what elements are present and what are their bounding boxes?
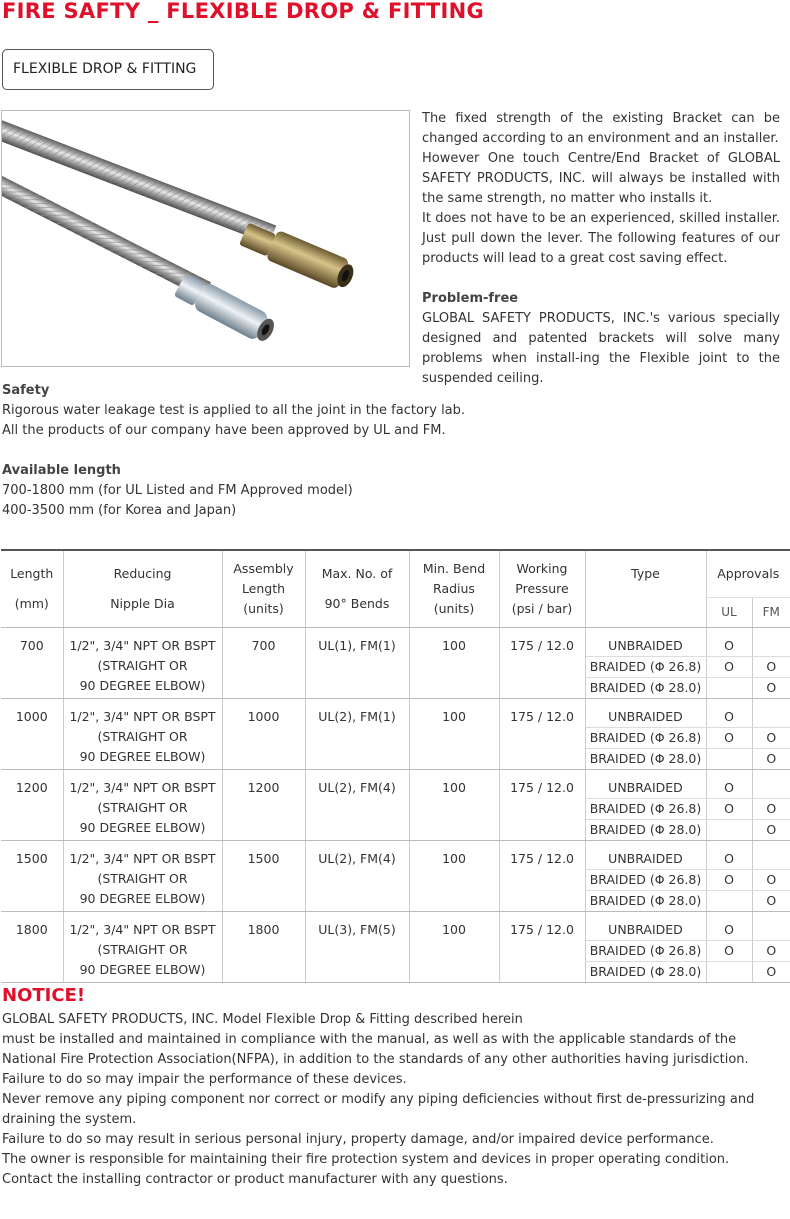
cell-approval-fm: O: [752, 798, 790, 819]
cell-min-bend-radius: 100: [409, 627, 499, 698]
available-length-section: [2, 461, 353, 521]
problem-free-text: GLOBAL SAFETY PRODUCTS, INC.'s various specially designed and patented brackets will solve many problems when install-ing the Flexible joint to the suspended ceiling.: [422, 311, 780, 386]
cell-approval-ul: O: [706, 656, 752, 677]
product-description: [422, 109, 780, 389]
notice-line: Failure to do so may result in serious personal injury, property damage, and/or impaired device performance.: [2, 1132, 714, 1147]
safety-line-1: Rigorous water leakage test is applied to all the joint in the factory lab.: [2, 403, 466, 418]
cell-type: UNBRAIDED: [585, 627, 706, 656]
cell-type: BRAIDED (Φ 28.0): [585, 677, 706, 698]
notice-body: [2, 1010, 781, 1190]
header-min-bend-radius: Min. Bend Radius (units): [409, 550, 499, 627]
cell-max-bends: UL(2), FM(4): [305, 840, 409, 911]
cell-type: BRAIDED (Φ 26.8): [585, 798, 706, 819]
cell-min-bend-radius: 100: [409, 698, 499, 769]
problem-free-heading: Problem-free: [422, 291, 519, 306]
cell-type: BRAIDED (Φ 28.0): [585, 890, 706, 911]
cell-approval-ul: [706, 819, 752, 840]
cell-approval-fm: O: [752, 656, 790, 677]
cell-type: UNBRAIDED: [585, 698, 706, 727]
header-fm: FM: [752, 597, 790, 627]
safety-section: [2, 381, 465, 441]
notice-heading: NOTICE!: [2, 985, 86, 1006]
cell-approval-ul: O: [706, 911, 752, 940]
cell-approval-fm: O: [752, 819, 790, 840]
cell-type: BRAIDED (Φ 26.8): [585, 656, 706, 677]
cell-type: BRAIDED (Φ 26.8): [585, 940, 706, 961]
header-approvals: Approvals: [706, 550, 790, 597]
cell-assembly-length: 700: [222, 627, 305, 698]
cell-approval-fm: [752, 911, 790, 940]
cell-type: BRAIDED (Φ 28.0): [585, 961, 706, 982]
product-photo: [1, 110, 410, 367]
available-length-line-1: 700-1800 mm (for UL Listed and FM Approved model): [2, 483, 353, 498]
safety-line-2: All the products of our company have been approved by UL and FM.: [2, 423, 446, 438]
notice-line: Failure to do so may impair the performance of these devices.: [2, 1072, 407, 1087]
notice-line: must be installed and maintained in compliance with the manual, as well as with the applicable standards of the National Fire Protection Association(NFPA), in addition to the standards of any other authorities having jurisdiction.: [2, 1032, 749, 1067]
cell-working-pressure: 175 / 12.0: [499, 840, 585, 911]
cell-approval-ul: O: [706, 769, 752, 798]
notice-line: GLOBAL SAFETY PRODUCTS, INC. Model Flexible Drop & Fitting described herein: [2, 1012, 523, 1027]
cell-approval-fm: O: [752, 869, 790, 890]
cell-approval-ul: [706, 748, 752, 769]
header-ul: UL: [706, 597, 752, 627]
product-tab-button[interactable]: FLEXIBLE DROP & FITTING: [2, 49, 214, 90]
cell-approval-ul: [706, 677, 752, 698]
cell-approval-fm: [752, 698, 790, 727]
cell-length: 1800: [1, 911, 63, 982]
cell-approval-ul: O: [706, 798, 752, 819]
cell-nipple-dia: 1/2", 3/4" NPT OR BSPT (STRAIGHT OR 90 DEGREE ELBOW): [63, 911, 222, 982]
cell-nipple-dia: 1/2", 3/4" NPT OR BSPT (STRAIGHT OR 90 DEGREE ELBOW): [63, 769, 222, 840]
cell-type: UNBRAIDED: [585, 911, 706, 940]
cell-approval-fm: O: [752, 748, 790, 769]
cell-approval-ul: O: [706, 840, 752, 869]
cell-nipple-dia: 1/2", 3/4" NPT OR BSPT (STRAIGHT OR 90 DEGREE ELBOW): [63, 698, 222, 769]
cell-approval-ul: [706, 890, 752, 911]
cell-approval-ul: O: [706, 940, 752, 961]
table-row: [1, 911, 790, 940]
notice-line: Never remove any piping component nor correct or modify any piping deficiencies without first de-pressurizing and draining the system.: [2, 1092, 755, 1127]
header-length: Length (mm): [1, 550, 63, 627]
cell-approval-ul: O: [706, 869, 752, 890]
cell-approval-fm: [752, 769, 790, 798]
cell-min-bend-radius: 100: [409, 840, 499, 911]
notice-line: The owner is responsible for maintaining their fire protection system and devices in proper operating condition.: [2, 1152, 730, 1167]
cell-working-pressure: 175 / 12.0: [499, 911, 585, 982]
table-row: [1, 840, 790, 869]
cell-approval-fm: O: [752, 940, 790, 961]
page-title: FIRE SAFTY _ FLEXIBLE DROP & FITTING: [2, 0, 484, 23]
cell-approval-fm: O: [752, 727, 790, 748]
safety-heading: Safety: [2, 383, 50, 398]
cell-max-bends: UL(1), FM(1): [305, 627, 409, 698]
cell-type: UNBRAIDED: [585, 769, 706, 798]
cell-min-bend-radius: 100: [409, 911, 499, 982]
notice-line: Contact the installing contractor or product manufacturer with any questions.: [2, 1172, 508, 1187]
cell-type: BRAIDED (Φ 28.0): [585, 819, 706, 840]
cell-length: 700: [1, 627, 63, 698]
cell-min-bend-radius: 100: [409, 769, 499, 840]
cell-approval-ul: O: [706, 727, 752, 748]
available-length-line-2: 400-3500 mm (for Korea and Japan): [2, 503, 237, 518]
header-max-bends: Max. No. of 90° Bends: [305, 550, 409, 627]
cell-working-pressure: 175 / 12.0: [499, 627, 585, 698]
table-row: [1, 698, 790, 727]
cell-nipple-dia: 1/2", 3/4" NPT OR BSPT (STRAIGHT OR 90 DEGREE ELBOW): [63, 627, 222, 698]
cell-max-bends: UL(2), FM(4): [305, 769, 409, 840]
cell-approval-ul: [706, 961, 752, 982]
cell-working-pressure: 175 / 12.0: [499, 698, 585, 769]
cell-working-pressure: 175 / 12.0: [499, 769, 585, 840]
cell-approval-ul: O: [706, 627, 752, 656]
header-nipple-dia: Reducing Nipple Dia: [63, 550, 222, 627]
available-length-heading: Available length: [2, 463, 121, 478]
cell-approval-ul: O: [706, 698, 752, 727]
cell-length: 1000: [1, 698, 63, 769]
table-row: [1, 627, 790, 656]
table-row: [1, 769, 790, 798]
cell-type: BRAIDED (Φ 26.8): [585, 869, 706, 890]
cell-approval-fm: O: [752, 890, 790, 911]
cell-type: BRAIDED (Φ 26.8): [585, 727, 706, 748]
cell-assembly-length: 1000: [222, 698, 305, 769]
desc-paragraph-2: However One touch Centre/End Bracket of GLOBAL SAFETY PRODUCTS, INC. will always be installed with the same strength, no matter who installs it.: [422, 151, 780, 206]
cell-assembly-length: 1800: [222, 911, 305, 982]
cell-approval-fm: O: [752, 677, 790, 698]
cell-assembly-length: 1200: [222, 769, 305, 840]
header-assembly-length: Assembly Length (units): [222, 550, 305, 627]
cell-type: BRAIDED (Φ 28.0): [585, 748, 706, 769]
cell-length: 1200: [1, 769, 63, 840]
cell-max-bends: UL(3), FM(5): [305, 911, 409, 982]
desc-paragraph-1: The fixed strength of the existing Bracket can be changed according to an environment and an installer.: [422, 111, 780, 146]
cell-approval-fm: [752, 627, 790, 656]
cell-max-bends: UL(2), FM(1): [305, 698, 409, 769]
cell-length: 1500: [1, 840, 63, 911]
cell-nipple-dia: 1/2", 3/4" NPT OR BSPT (STRAIGHT OR 90 DEGREE ELBOW): [63, 840, 222, 911]
header-working-pressure: Working Pressure (psi / bar): [499, 550, 585, 627]
header-type: Type: [585, 550, 706, 627]
cell-approval-fm: O: [752, 961, 790, 982]
cell-type: UNBRAIDED: [585, 840, 706, 869]
desc-paragraph-3: It does not have to be an experienced, skilled installer. Just pull down the lever. The following features of our products will lead to a great cost saving effect.: [422, 211, 780, 266]
cell-assembly-length: 1500: [222, 840, 305, 911]
cell-approval-fm: [752, 840, 790, 869]
spec-table: [1, 549, 790, 983]
